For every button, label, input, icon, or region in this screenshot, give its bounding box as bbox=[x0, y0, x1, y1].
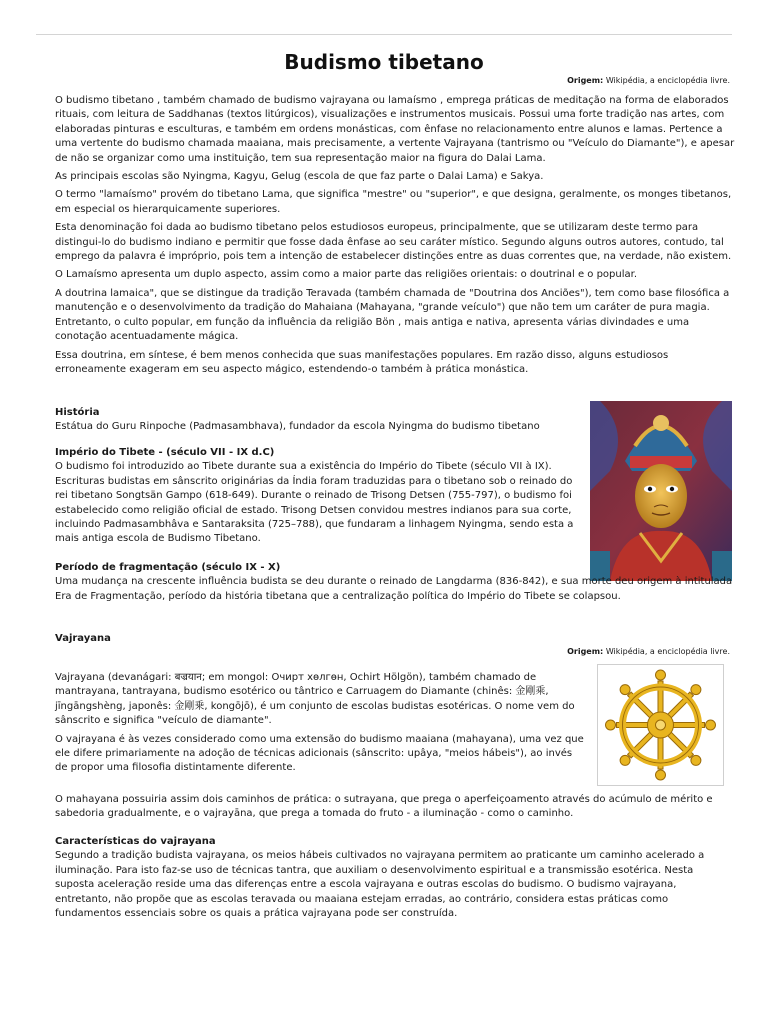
intro-section bbox=[55, 94, 735, 377]
intro-paragraph: O Lamaísmo apresenta um duplo aspecto, assim como a maior parte das religiões orientais: o doutrinal e o popular. bbox=[55, 269, 638, 281]
intro-paragraph: Essa doutrina, em síntese, é bem menos conhecida que suas manifestações populares. Em razão disso, alguns estudiosos erroneamente exageram em seu aspecto mágico, estendendo-o também à prática monástica. bbox=[55, 349, 669, 375]
fragmentacao-paragraph: Uma mudança na crescente influência budista se deu durante o reinado de Langdarma (836-842), e sua morte deu origem à intitulada Era de Fragmentação, período da história tibetana que a centralização política do Império do Tibete se colapsou. bbox=[55, 576, 733, 602]
guru-rinpoche-statue-image bbox=[590, 401, 732, 581]
fragmentacao-section bbox=[55, 561, 735, 604]
intro-paragraph: O budismo tibetano , também chamado de budismo vajrayana ou lamaísmo , emprega práticas de meditação na forma de elaborados rituais, com leitura de Saddhanas (textos litúrgicos), visualizações e instrumentos musicais. Possui uma forte tradição nas artes, com elaboradas pinturas e esculturas, e também em ordens monásticas, com ênfase no relacionamento entre alunos e lamas. Pertence a uma vertente do budismo chamada maaiana, mais precisamente, a vertente Vajrayana (tantrismo ou "Veículo do Diamante"), e apesar de não se organizar como uma instituição, tem sua representação maior na figura do Dalai Lama. bbox=[55, 95, 735, 164]
vajrayana-paragraph: O vajrayana é às vezes considerado como uma extensão do budismo maaiana (mahayana), uma vez que ele difere primariamente na adoção de técnicas adicionais (sânscrito: upâya, "meios hábeis"), ao invés de propor uma filosofia distintamente diferente. bbox=[55, 733, 584, 774]
vajrayana-heading-block bbox=[55, 632, 255, 646]
historia-section bbox=[55, 406, 575, 435]
caracteristicas-paragraph: Segundo a tradição budista vajrayana, os meios hábeis cultivados no vajrayana permitem ao praticante um caminho acelerado a iluminação. Para isto faz-se uso de técnicas tantra, que auxiliam o desenvolvimento espiritual e a transmissão esotérica. Nesta suposta aceleração reside uma das diferenças entre a escola vajrayana e outras escolas do budismo. O budismo vajrayana, entretanto, não propõe que as escolas teravada ou maaiana estejam erradas, ao contrário, considera estas práticas como fundamentos essenciais sobre os quais a prática vajrayana pode ser construída. bbox=[55, 850, 705, 920]
imperio-section bbox=[55, 446, 575, 547]
intro-paragraph: Esta denominação foi dada ao budismo tibetano pelos estudiosos europeus, principalmente, que se utilizaram deste termo para distingui-lo do budismo indiano e permitir que fosse dada ênfase ao seu caráter místico. Segundo alguns outros autores, contudo, tal emprego da palavra é impróprio, pois tem a intenção de estabelecer distinções entre as duas correntes que, na verdade, não existem. bbox=[55, 222, 732, 263]
section-heading: História bbox=[55, 407, 100, 418]
intro-paragraph: A doutrina lamaica", que se distingue da tradição Teravada (também chamada de "Doutrina dos Anciões"), tem como base filosófica a manutenção e o desenvolvimento da tradição do Mahaiana (Mahayana, "grande veículo") que não tem um caráter de pura magia. Entretanto, o culto popular, em função da influência da religião Bön , mais antiga e nativa, apresenta várias divindades e uma conotação acentuadamente mágica. bbox=[55, 287, 730, 343]
section-heading: Período de fragmentação (século IX - X) bbox=[55, 562, 281, 573]
section-heading: Características do vajrayana bbox=[55, 836, 216, 847]
vajrayana-paragraph: O mahayana possuiria assim dois caminhos de prática: o sutrayana, que prega o aperfeiçoamento através do acúmulo de mérito e sabedoria gradualmente, e o vajrayāna, que prega a tomada do fruto - a iluminação - como o caminho. bbox=[55, 794, 713, 820]
vajrayana-section bbox=[55, 671, 585, 776]
intro-paragraph: O termo "lamaísmo" provém do tibetano Lama, que significa "mestre" ou "superior", e que designa, geralmente, os monges tibetanos, em especial os hierarquicamente superiores. bbox=[55, 189, 732, 215]
mahayana-section bbox=[55, 793, 735, 822]
vajrayana-paragraph: Vajrayana (devanágari: बज्रयान; em mongol: Очирт хөлгөн, Ochirt Hölgön), também chamado de mantrayana, tantrayana, budismo esotérico ou tântrico e Carruagem do Diamante (chinês: 金剛乘, jīngāngshèng, japonês: 金剛乗, kongōjō), é um conjunto de escolas budistas esotéricas. O nome vem do sânscrito e significa "veículo de diamante". bbox=[55, 672, 575, 727]
caracteristicas-section bbox=[55, 835, 735, 921]
historia-caption: Estátua do Guru Rinpoche (Padmasambhava), fundador da escola Nyingma do budismo tibetano bbox=[55, 421, 540, 433]
statue-illustration bbox=[590, 401, 732, 581]
imperio-paragraph: O budismo foi introduzido ao Tibete durante sua a existência do Império do Tibete (século VII à IX). Escrituras budistas em sânscrito originárias da Índia foram traduzidas para o tibetano sob o reinado do rei tibetano Songtsän Gampo (618-649). Durante o reinado de Trisong Detsen (755-797), o budismo foi estabelecido como religião oficial de estado. Trisong Detsen convidou mestres indianos para sua corte, incluindo Padmasambhâva e Santaraksita (725–788), que fundaram a linhagem Nyingma, sendo esta a mais antiga escola de Budismo Tibetano. bbox=[55, 461, 574, 545]
dharma-wheel-image bbox=[597, 664, 724, 786]
section-heading: Vajrayana bbox=[55, 633, 111, 644]
intro-paragraph: As principais escolas são Nyingma, Kagyu, Gelug (escola de que faz parte o Dalai Lama) e Sakya. bbox=[55, 171, 544, 183]
dharma-wheel-icon bbox=[598, 665, 723, 785]
section-heading: Império do Tibete - (século VII - IX d.C) bbox=[55, 447, 275, 458]
top-divider bbox=[36, 34, 732, 35]
source-attribution: Origem: Wikipédia, a enciclopédia livre. bbox=[567, 76, 730, 85]
page-title: Budismo tibetano bbox=[284, 50, 484, 74]
source-attribution: Origem: Wikipédia, a enciclopédia livre. bbox=[567, 647, 730, 656]
